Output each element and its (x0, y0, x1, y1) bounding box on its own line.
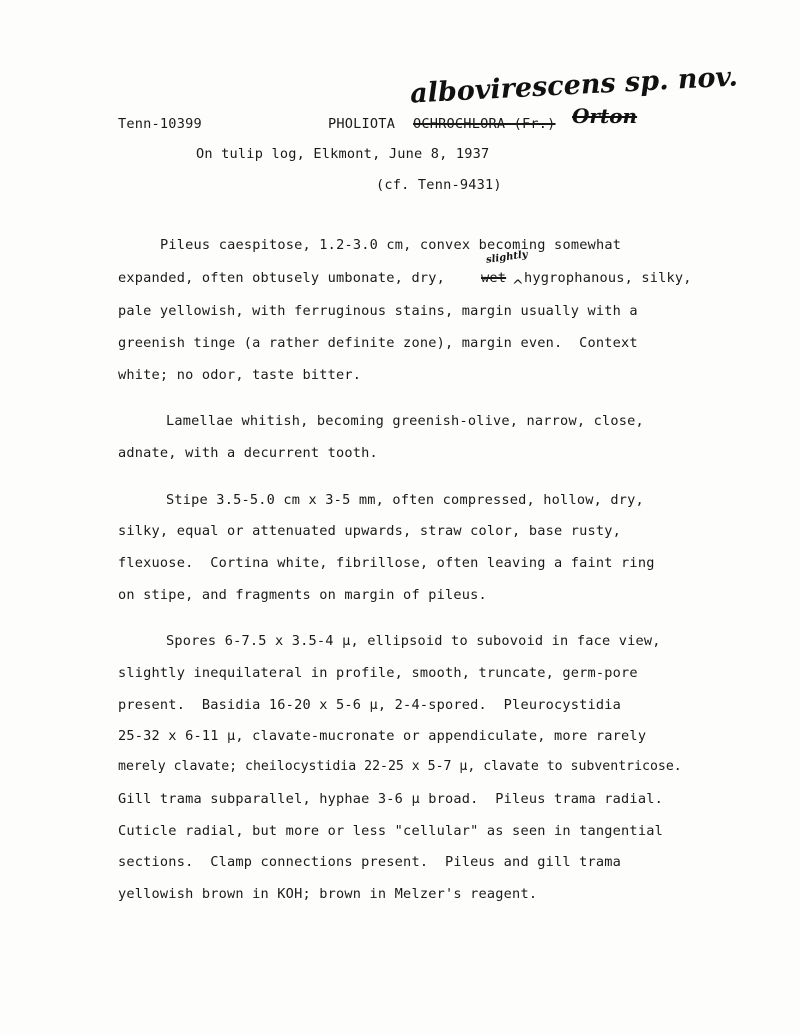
stipe-line-4: on stipe, and fragments on margin of pileus. (118, 587, 487, 603)
struck-epithet: OCHROCHLORA (Fr.) (413, 116, 556, 132)
pileus-line-2b: hygrophanous, silky, (524, 270, 692, 286)
insertion-caret: ^ (512, 278, 524, 294)
lamellae-line-1: Lamellae whitish, becoming greenish-olive, narrow, close, (166, 413, 644, 429)
lamellae-line-2: adnate, with a decurrent tooth. (118, 445, 378, 461)
struck-author: Orton (572, 104, 638, 128)
spores-line-4: 25-32 x 6-11 μ, clavate-mucronate or appendiculate, more rarely (118, 728, 647, 744)
stipe-line-2: silky, equal or attenuated upwards, straw color, base rusty, (118, 523, 622, 539)
spores-line-3: present. Basidia 16-20 x 5-6 μ, 2-4-spored. Pleurocystidia (118, 697, 622, 713)
reference-line: (cf. Tenn-9431) (376, 177, 502, 193)
spores-line-1: Spores 6-7.5 x 3.5-4 μ, ellipsoid to subovoid in face view, (166, 633, 661, 649)
specimen-id: Tenn-10399 (118, 116, 202, 132)
spores-line-2: slightly inequilateral in profile, smooth, truncate, germ-pore (118, 665, 638, 681)
pileus-line-1: Pileus caespitose, 1.2-3.0 cm, convex becoming somewhat (160, 237, 622, 253)
pileus-line-5: white; no odor, taste bitter. (118, 367, 362, 383)
stipe-line-3: flexuose. Cortina white, fibrillose, often leaving a faint ring (118, 555, 655, 571)
stipe-line-1: Stipe 3.5-5.0 cm x 3-5 mm, often compressed, hollow, dry, (166, 492, 644, 508)
inserted-word: slightly (485, 249, 529, 266)
pileus-line-3: pale yellowish, with ferruginous stains, margin usually with a (118, 303, 638, 319)
genus-name: PHOLIOTA (328, 116, 396, 132)
spores-line-9: yellowish brown in KOH; brown in Melzer's reagent. (118, 886, 538, 902)
handwritten-epithet: albovirescens sp. nov. (409, 61, 739, 110)
spores-line-8: sections. Clamp connections present. Pileus and gill trama (118, 854, 622, 870)
spores-line-7: Cuticle radial, but more or less "cellular" as seen in tangential (118, 823, 663, 839)
pileus-line-4: greenish tinge (a rather definite zone), margin even. Context (118, 335, 638, 351)
spores-line-6: Gill trama subparallel, hyphae 3-6 μ broad. Pileus trama radial. (118, 791, 663, 807)
pileus-line-2: expanded, often obtusely umbonate, dry, (118, 270, 445, 286)
spores-line-5: merely clavate; cheilocystidia 22-25 x 5-7 μ, clavate to subventricose. (118, 759, 682, 774)
locality-line: On tulip log, Elkmont, June 8, 1937 (196, 146, 490, 162)
struck-word: wet (481, 270, 507, 286)
